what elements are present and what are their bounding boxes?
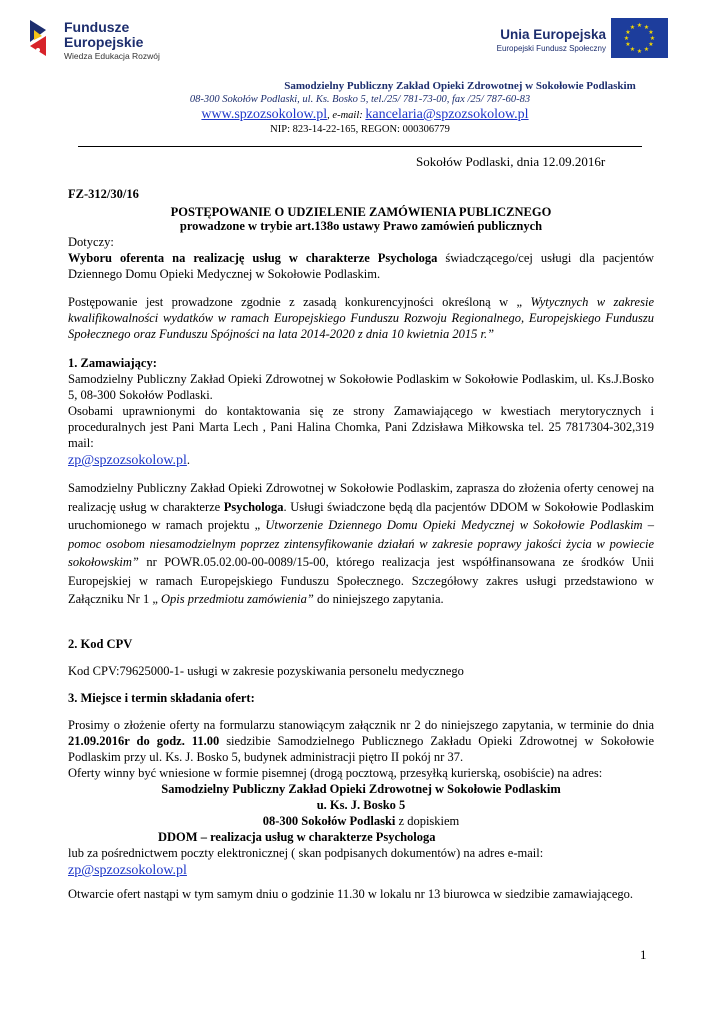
svg-text:★: ★ <box>649 35 656 42</box>
p2-b: . Usługi świadczone będą dla pacjentów DDOM w Sokołowie Podlaskim uruchomionego w ramach projektu „ <box>68 499 655 532</box>
letterhead-ids: NIP: 823-14-22-165, REGON: 000306779 <box>270 124 450 135</box>
eu-line2: Europejski Fundusz Społeczny <box>496 44 606 53</box>
svg-text:★: ★ <box>643 46 650 53</box>
s1-email-link[interactable]: zp@spzozsokolow.pl <box>68 453 187 468</box>
section-2-heading <box>68 636 654 652</box>
letterhead-name: Samodzielny Publiczny Zakład Opieki Zdrowotnej w Sokołowie Podlaskim <box>284 80 636 92</box>
dotyczy-block <box>68 234 654 282</box>
s3-c: Oferty winny być wniesione w formie pisemnej (drogą pocztową, przesyłką kurierską, osobiście) na adres: <box>68 766 603 780</box>
svg-text:★: ★ <box>636 22 643 29</box>
s3-date: 21.09.2016r do godz. 11.00 <box>68 734 220 748</box>
dotyczy-bold: Wyboru oferenta na realizację usług w charakterze Psychologa <box>68 251 438 265</box>
svg-text:★: ★ <box>636 48 643 55</box>
s3-b: siedzibie Samodzielnego Publicznego Zakładu Opieki Zdrowotnej w Sokołowie Podlaskim przy ul. Ks. J. Bosko 5, budynek administracji piętro II pokój nr 37. <box>68 734 655 764</box>
p1-italic: Wytycznych w zakresie kwalifikowalności wydatków w ramach Europejskiego Funduszu Rozwoju Regionalnego, Europejskiego Funduszu Społecznego oraz Funduszu Spójności na lata 2014-2020 z dnia 10 kwietnia 2015 r.” <box>68 295 654 341</box>
fe-line1: Fundusze <box>64 19 130 35</box>
svg-text:★: ★ <box>643 24 650 31</box>
eu-flag-icon <box>611 18 668 58</box>
title-line1: POSTĘPOWANIE O UDZIELENIE ZAMÓWIENIA PUBLICZNEGO <box>170 205 552 219</box>
ref-text: FZ-312/30/16 <box>68 187 139 201</box>
dotyczy-rest: świadczącego/cej usługi dla pacjentów Dziennego Domu Opieki Medycznej w Sokołowie Podlaskim. <box>68 251 654 281</box>
s3-d: lub za pośrednictwem poczty elektronicznej ( skan podpisanych dokumentów) na adres e-mail: <box>68 846 544 860</box>
paragraph-guidelines <box>68 294 654 342</box>
document-date: Sokołów Podlaski, dnia 12.09.2016r <box>416 154 606 169</box>
p2-d: do niniejszego zapytania. <box>313 592 444 606</box>
email-link[interactable]: kancelaria@spzozsokolow.pl <box>365 107 529 122</box>
svg-text:★: ★ <box>625 29 631 36</box>
svg-text:★: ★ <box>625 41 631 48</box>
section-3-text <box>68 717 654 880</box>
letterhead-contacts <box>150 107 580 124</box>
svg-text:★: ★ <box>648 29 654 36</box>
fe-line3: Wiedza Edukacja Rozwój <box>64 51 160 61</box>
address-line2: u. Ks. J. Bosko 5 <box>316 798 406 812</box>
section-2-text: Kod CPV:79625000-1- usługi w zakresie pozyskiwania personelu medycznego <box>68 664 464 678</box>
p2-italic: Utworzenie Dziennego Domu Opieki Medycznej w Sokołowie Podlaskim – pomoc osobom niesamodzielnym poprzez zintensyfikowanie działań w zakresie poprawy jakości życia w powiecie sokołowskim” <box>68 518 655 569</box>
dotyczy-label: Dotyczy: <box>68 235 114 249</box>
p2-c: nr POWR.05.02.00-00-0089/15-00, którego realizacja jest współfinansowana ze środków Unii Europejskiej w ramach Europejskiego Funduszu Społecznego. Szczegółowy zakres usługi przedstawiono w Załączniku Nr 1 „ <box>68 555 654 606</box>
s1-dot: . <box>186 453 191 467</box>
address-line4: DDOM – realizacja usług w charakterze Psychologa <box>158 830 436 844</box>
header-divider <box>78 146 642 147</box>
eu-logo-text <box>488 27 606 55</box>
s1-text2: Osobami uprawnionymi do kontaktowania się ze strony Zamawiającego w kwestiach merytorycznych i proceduralnych jest Pani Marta Lech , Pani Halina Chomka, Pani Zdzisława Miłkowska tel. 25 7817304-302,319 mail: <box>68 404 654 450</box>
section-3-heading <box>68 690 654 706</box>
page-number: 1 <box>640 947 647 962</box>
s3-heading-text: 3. Miejsce i termin składania ofert: <box>68 691 255 705</box>
s1-text1: Samodzielny Publiczny Zakład Opieki Zdrowotnej w Sokołowie Podlaskim w Sokołowie Podlaskim, ul. Ks.J.Bosko 5, 08-300 Sokołów Podlaski. <box>68 372 654 402</box>
s3-a: Prosimy o złożenie oferty na formularzu stanowiącym załącznik nr 2 do niniejszego zapytania, w terminie do dnia <box>68 718 654 732</box>
p2-italic2: Opis przedmiotu zamówienia” <box>161 592 314 606</box>
fe-line2: Europejskie <box>64 34 144 50</box>
p1-start: Postępowanie jest prowadzone zgodnie z zasadą konkurencyjności określoną w „ <box>68 295 531 309</box>
svg-text:★: ★ <box>629 46 636 53</box>
address-line1: Samodzielny Publiczny Zakład Opieki Zdrowotnej w Sokołowie Podlaskim <box>161 782 561 796</box>
s1-heading: 1. Zamawiający: <box>68 356 157 370</box>
eu-line1: Unia Europejska <box>500 27 606 42</box>
paragraph-opening: Otwarcie ofert nastąpi w tym samym dniu o godzinie 11.30 w lokalu nr 13 biurowca w siedzibie zamawiającego. <box>68 887 633 901</box>
address-line3: 08-300 Sokołów Podlaski <box>262 814 396 828</box>
s2-heading-text: 2. Kod CPV <box>68 637 133 651</box>
s3-email-link[interactable]: zp@spzozsokolow.pl <box>68 863 187 878</box>
website-link[interactable]: www.spzozsokolow.pl <box>201 107 328 122</box>
paragraph-invitation <box>68 479 654 609</box>
svg-text:★: ★ <box>629 24 636 31</box>
svg-text:★: ★ <box>623 35 630 42</box>
fe-logo-text <box>64 20 160 62</box>
letterhead-address: 08-300 Sokołów Podlaski, ul. Ks. Bosko 5, tel./25/ 781-73-00, fax /25/ 787-60-83 <box>189 94 531 105</box>
svg-text:★: ★ <box>648 41 654 48</box>
title-line2: prowadzone w trybie art.138o ustawy Prawo zamówień publicznych <box>179 219 543 233</box>
address-note: z dopiskiem <box>395 814 460 828</box>
p2-a: Samodzielny Publiczny Zakład Opieki Zdrowotnej w Sokołowie Podlaskim, zaprasza do złożenia oferty cenowej na realizację usług w charakterze <box>68 481 654 514</box>
email-label: , e-mail: <box>327 110 366 121</box>
reference-number <box>68 186 654 202</box>
p2-bold: Psychologa <box>223 499 284 514</box>
section-1 <box>68 355 654 470</box>
